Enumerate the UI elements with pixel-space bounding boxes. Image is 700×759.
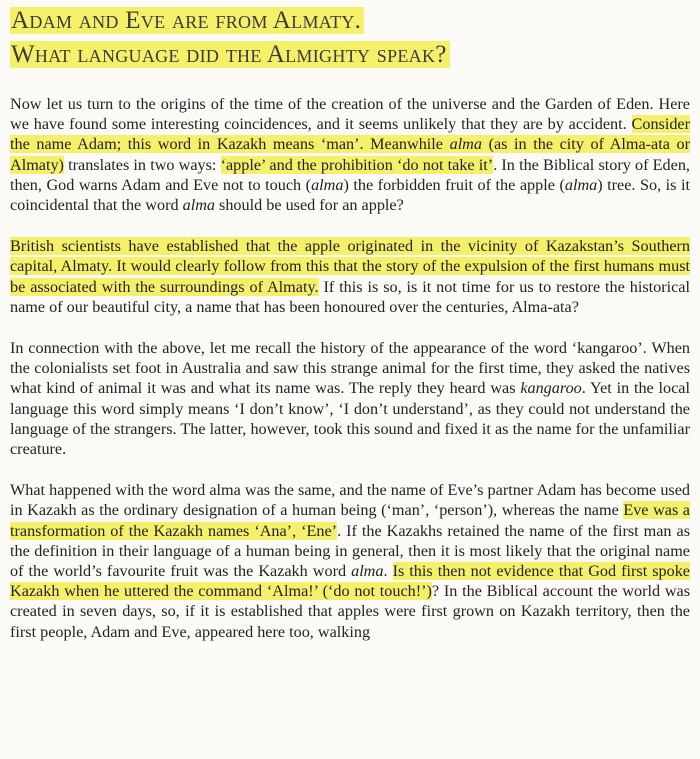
article-body xyxy=(10,94,690,663)
text-run: In connection with the above, let me recall the history of the appearance of the word ‘kangaroo’. When the colonialists set foot in Australia and saw this strange animal for the first time, they asked the natives what kind of animal it was and what its name was. The reply they heard was xyxy=(10,339,690,398)
article-heading xyxy=(10,4,700,72)
text-run: ) the forbidden fruit of the apple ( xyxy=(343,175,565,194)
highlighted-text: alma xyxy=(449,135,482,154)
text-run: alma xyxy=(182,196,215,215)
text-run: ? In the Biblical account the world was created in seven days, so, if it is established that apples were first grown on Kazakh territory, then the first people, Adam and Eve, appeared here too, walking xyxy=(10,582,691,641)
heading-line-2: What language did the Almighty speak? xyxy=(10,38,700,72)
highlighted-text: Is this then not evidence that God first spoke Kazakh when he uttered the command ‘Alma!’ (‘do not touch!’) xyxy=(10,562,690,601)
highlighted-text: Consider the name Adam; this word in Kazakh means ‘man’. Meanwhile xyxy=(10,115,690,154)
text-run: kangaroo xyxy=(520,379,582,398)
text-run: If this is so, is it not time for us to restore the historical name of our beautiful city, a name that has been honoured over the centuries, Alma-ata? xyxy=(10,277,690,316)
highlighted-text: ‘apple’ and the prohibition ‘do not take it’ xyxy=(220,155,494,174)
text-run: Now let us turn to the origins of the time of the creation of the universe and the Garden of Eden. Here we have found some interesting coincidences, and it seems unlikely that they are by accident. xyxy=(10,95,690,134)
paragraph-1 xyxy=(10,94,690,215)
text-run: . If the Kazakhs retained the name of the first man as the definition in their language of a human being in general, then it is most likely that the original name of the world’s favourite fruit was the Kazakh word xyxy=(10,521,690,581)
highlighted-text: Eve was a transformation of the Kazakh names ‘Ana’, ‘Ene’ xyxy=(10,501,690,540)
text-run: . xyxy=(383,562,393,581)
highlighted-text: British scientists have established that the apple originated in the vicinity of Kazakstan’s Southern capital, Almaty. It would clearly follow from this that the story of the expulsion of the first humans must be associated with the surroundings of Almaty. xyxy=(10,237,690,296)
paragraph-3 xyxy=(10,338,690,459)
text-run: What happened with the word alma was the same, and the name of Eve’s partner Adam has become used in Kazakh as the ordinary designation of a human being (‘man’, ‘person’), whereas the name xyxy=(10,481,690,520)
text-run: alma xyxy=(351,562,384,581)
text-run: . In the Biblical story of Eden, then, God warns Adam and Eve not to touch ( xyxy=(10,155,690,194)
text-run: alma xyxy=(564,175,598,194)
text-run: alma xyxy=(311,175,344,194)
heading-line-1: Adam and Eve are from Almaty. xyxy=(10,4,700,38)
paragraph-4 xyxy=(10,480,690,642)
text-run: translates in two ways: xyxy=(63,155,221,174)
text-run: . Yet in the local language this word simply means ‘I don’t know’, ‘I don’t understand’, as they could not understand the language of the strangers. The latter, however, took this sound and fixed it as the name for the unfamiliar creature. xyxy=(10,379,690,459)
paragraph-2 xyxy=(10,236,690,317)
text-run: should be used for an apple? xyxy=(214,196,404,215)
highlighted-text: (as in the city of Alma-ata or Almaty) xyxy=(10,135,691,174)
text-run: ) tree. So, is it coincidental that the word xyxy=(10,175,690,215)
